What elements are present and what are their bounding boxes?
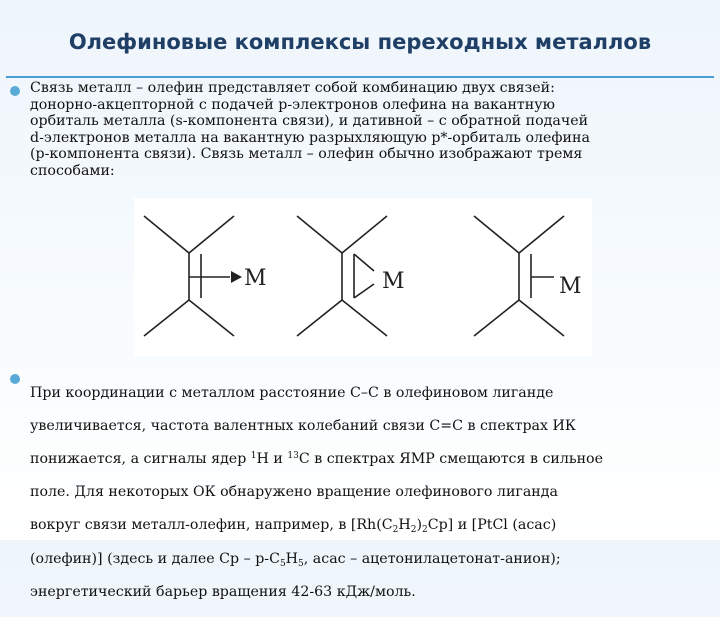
subscript: 5 — [279, 558, 286, 569]
bullet-2-line-6 — [30, 551, 700, 568]
superscript: 1 — [250, 450, 257, 461]
line-6-part: (олефин)] (здесь и далее Cp – p-C — [30, 550, 280, 567]
subscript: 2 — [421, 525, 428, 536]
line-6-part: , acac – ацетонилацетонат-анион); — [303, 550, 561, 567]
bullet-2-line-4: поле. Для некоторых ОК обнаружено вращение олефинового лиганда — [30, 484, 558, 501]
line-3-part: С в спектрах ЯМР смещаются в сильное — [298, 450, 603, 467]
structure-3-metal-label: M — [559, 274, 582, 299]
line-5-part: H — [398, 517, 411, 534]
bullet-2-line-3 — [30, 451, 700, 468]
line-5-part: ) — [416, 517, 422, 534]
subscript: 2 — [410, 525, 417, 536]
structure-3-olefin — [474, 216, 564, 336]
line-5-part: Cp] и [PtCl (acac) — [427, 517, 557, 534]
superscript: 13 — [287, 450, 299, 461]
bullet-2-text — [30, 368, 700, 617]
bullet-1-dot — [10, 86, 20, 96]
bullet-2-line-7: энергетический барьер вращения 42-63 кДж/моль. — [30, 583, 416, 600]
structure-1-arrowhead — [231, 271, 242, 283]
structure-2-metal-label: M — [382, 269, 405, 294]
line-3-part: Н и — [256, 450, 288, 467]
structure-1-olefin — [144, 216, 234, 336]
subscript: 5 — [298, 558, 304, 569]
bullet-2-line-1: При координации с металлом расстояние С–С в олефиновом лиганде — [30, 384, 554, 401]
slide-title: Олефиновые комплексы переходных металлов — [68, 30, 652, 54]
line-3-part: понижается, а сигналы ядер — [30, 450, 251, 467]
bonding-diagram — [134, 198, 592, 356]
bullet-2-line-5 — [30, 517, 700, 534]
line-6-part: H — [285, 550, 299, 567]
bullet-1-text: Связь металл – олефин представляет собой комбинацию двух связей: донорно-акцепторной с подачей p-электронов олефина на вакантную орбиталь металла (s-компонента связи), и дативной – с обратной подачей d-электронов металла на вакантную разрыхляющую p*-орбиталь олефина (p-компонента связи). Связь металл – олефин обычно изображают тремя способами: — [30, 80, 590, 179]
bonding-figure — [134, 198, 592, 356]
line-5-part: вокруг связи металл-олефин, например, в [Rh(C — [30, 517, 393, 534]
title-divider — [6, 76, 714, 78]
subscript: 2 — [392, 525, 399, 536]
bullet-2-dot — [10, 374, 20, 384]
structure-1-metal-label: M — [244, 266, 267, 291]
structure-2-olefin — [297, 216, 387, 336]
bullet-2-line-2: увеличивается, частота валентных колебаний связи С=С в спектрах ИК — [30, 417, 576, 434]
